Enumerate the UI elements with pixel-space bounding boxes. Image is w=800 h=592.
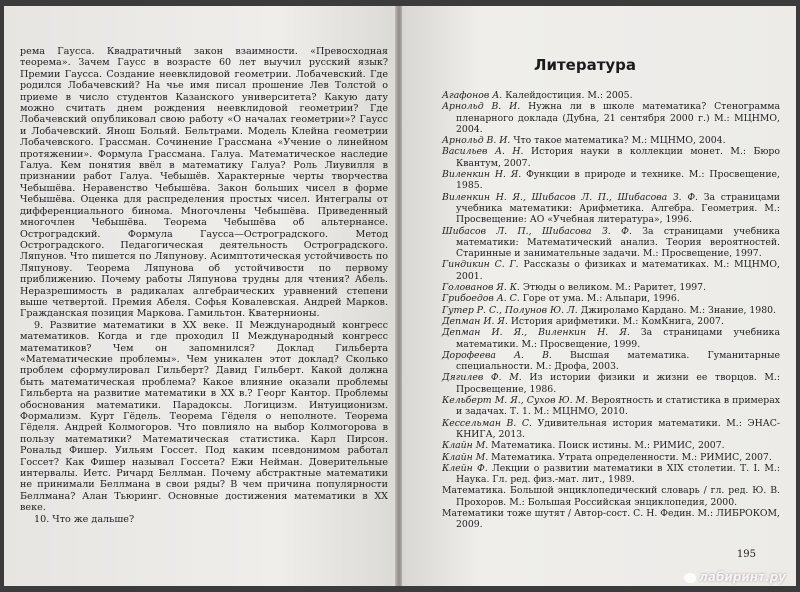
reference-item (442, 101, 780, 135)
reference-text: Из истории физики и жизни ее творцов. М.: Просвещение, 1986. (456, 372, 780, 395)
reference-author: Кессельман В. С. (442, 417, 532, 429)
reference-author: Депман И. Я. (442, 315, 508, 327)
reference-text: Математика. Поиск истины. М.: РИМИС, 2007. (491, 440, 725, 452)
reference-text: Математики тоже шутят / Автор-сост. С. Н. Федин. М.: ЛИБРОКОМ, 2009. (442, 507, 780, 531)
right-page (402, 6, 796, 586)
reference-text: Джироламо Кардано. М.: Знание, 1980. (580, 304, 776, 316)
reference-item (442, 395, 780, 418)
reference-author: Арнольд В. И. (442, 101, 521, 113)
reference-text: История науки в коллекции монет. М.: Бюро Квантум, 2007. (456, 146, 780, 169)
reference-author: Клайн М. (442, 451, 489, 463)
reference-item (442, 418, 780, 441)
reference-author: Грибоедов А. С. (442, 293, 520, 305)
reference-text: История арифметики. М.: КомКнига, 2007. (510, 315, 724, 327)
reference-text: Что такое математика? М.: МЦНМО, 2004. (513, 135, 726, 147)
reference-author: Виленкин Н. Я., Шибасов Л. П., Шибасова З. Ф. (442, 191, 699, 203)
reference-text: Горе от ума. М.: Альпари, 1996. (522, 293, 680, 305)
reference-author: Клейн Ф. (442, 462, 488, 474)
reference-author: Шибасов Л. П., Шибасова З. Ф. (442, 225, 632, 237)
watermark (684, 570, 786, 584)
reference-item (442, 135, 780, 146)
reference-author: Кельберт М. Я., Сухов Ю. М. (442, 395, 589, 407)
reference-item (442, 316, 780, 327)
reference-author: Арнольд В. И. (442, 135, 511, 147)
reference-author: Клайн М. (442, 440, 489, 452)
reference-text: За страницами учебника математики: Арифметика. Алгебра. Геометрия. М.: Просвещение: АО «Учебная литература», 1996. (456, 191, 780, 226)
paragraph: 10. Что же дальше? (34, 513, 135, 525)
reference-item (442, 226, 780, 260)
reference-item (442, 282, 780, 293)
reference-author: Виленкин Н. Я. (442, 169, 522, 181)
reference-text: За страницами учебника математики. М.: Просвещение, 1999. (456, 327, 780, 350)
page-heading: Литература (534, 56, 637, 74)
reference-author: Агафонов А. (442, 90, 503, 101)
reference-author: Депман И. Я., Виленкин Н. Я. (442, 327, 630, 339)
reference-text: Функции в природе и технике. М.: Просвещение, 1985. (456, 169, 780, 192)
reference-item (442, 508, 780, 531)
reference-item (442, 327, 780, 350)
reference-item (442, 169, 780, 192)
reference-item (442, 146, 780, 169)
bird-logo-icon (684, 573, 696, 583)
reference-item (442, 350, 780, 373)
reference-item (442, 305, 780, 316)
reference-text: Высшая математика. Гуманитарные специальности. М.: Дрофа, 2003. (456, 349, 780, 373)
reference-item (442, 452, 780, 463)
reference-item (442, 440, 780, 451)
reference-author: Гутер Р. С., Полунов Ю. Л. (442, 304, 578, 316)
reference-list (428, 90, 780, 531)
reference-text: Математика. Утрата определенности. М.: РИМИС, 2007. (491, 451, 772, 463)
reference-item (442, 192, 780, 226)
reference-author: Дягилев Ф. М. (442, 372, 522, 384)
reference-author: Голованов Я. К. (442, 282, 520, 294)
reference-author: Дорофеева А. В. (442, 349, 552, 361)
reference-item (442, 90, 780, 101)
reference-text: Этюды о великом. М.: Раритет, 1997. (522, 282, 707, 294)
reference-text: Математика. Большой энциклопедический словарь / гл. ред. Ю. В. Прохоров. М.: Большая Российская энциклопедия, 2000. (442, 485, 780, 508)
paragraph: 9. Развитие математики в XX веке. II Международный конгресс математиков. Когда и где проходил II Международный конгресс математиков? Чем он запомнился? Доклад Гильберта «Математические проблемы». Чем уникален этот доклад? Сколько проблем сформулировал Гильберт? Давид Гильберт. Какой должна быть математическая проблема? Какое влияние оказали проблемы Гильберта на развитие математики в XX в.? Георг Кантор. Проблемы обоснования математики. Парадоксы. Логицизм. Интуиционизм. Формализм. Курт Гёдель. Теорема Гёделя о неполноте. Теорема Гёделя. Андрей Колмогоров. Что повлияло на выбор Колмогорова в пользу математики? Математическая статистика. Карл Пирсон. Рональд Фишер. Уильям Госсет. Под каким псевдонимом работал Госсет? Как Фишер называл Госсета? Ежи Нейман. Доверительные интервалы. Иетс. Ричард Беллман. Почему абстрактные математики не принимали Беллмана в свои ряды? В чем причина популярности Беллмана? Алан Тьюринг. Основные достижения математики в XX веке. (20, 319, 388, 514)
reference-item (442, 293, 780, 304)
page-number: 195 (736, 549, 756, 560)
paragraph: рема Гаусса. Квадратичный закон взаимности. «Превосходная теорема». Зачем Гаусс в возрасте 60 лет выучил русский язык? Премии Гаусса. Создание неевклидовой геометрии. Лобачевский. Где родился Лобачевский? На чье имя писал прошение Лев Толстой о приеме в число студентов Казанского университета? Какую дату можно считать днем рождения неевклидовой геометрии? Где Лобачевский опубликовал свою работу «О началах геометрии»? Гаусс и Лобачевский. Янош Больяй. Бельтрами. Модель Клейна геометрии Лобачевского. Грассман. Сочинение Грассмана «Учение о линейном протяжении». Формула Грассмана. Галуа. Математическое наследие Галуа. Кем понятия ввёл в математику Галуа? Роль Лиувилля в признании работ Галуа. Чебышёв. Характерные черты творчества Чебышёва. Неравенство Чебышёва. Закон больших чисел в форме Чебышёва. Оценка для распределения простых чисел. Интегралы от дифференциального бинома. Многочлены Чебышёва. Приведенный многочлен Чебышёва. Теорема Чебышёва об альтернансе. Остроградский. Формула Гаусса—Остроградского. Метод Остроградского. Педагогическая деятельность Остроградского. Ляпунов. Что пишется по Ляпунову. Асимптотическая устойчивость по Ляпунову. Теорема Ляпунова об устойчивости по первому приближению. Почему работы Ляпунова трудны для чтения? Абель. Неразрешимость в радикалах алгебраических уравнений степени выше четвертой. Премия Абеля. Софья Ковалевская. Андрей Марков. Гражданская позиция Маркова. Гамильтон. Кватернионы. (20, 46, 388, 320)
reference-author: Гиндикин С. Г. (442, 259, 519, 271)
reference-text: Вероятность и статистика в примерах и задачах. Т. 1. М.: МЦНМО, 2010. (456, 395, 780, 418)
reference-author: Васильев А. Н. (442, 146, 524, 158)
reference-text: Удивительная история математики. М.: ЭНАС-КНИГА, 2013. (456, 417, 780, 440)
reference-text: Калейдостиция. М.: 2005. (505, 90, 633, 101)
reference-item (442, 463, 780, 486)
left-page-text (20, 46, 388, 525)
reference-item (442, 485, 780, 508)
reference-text: Рассказы о физиках и математиках. М.: МЦНМО, 2001. (456, 259, 780, 282)
reference-text: Нужна ли в школе математика? Стенограмма пленарного доклада (Дубна, 21 сентября 2000 г.) М.: МЦНМО, 2004. (456, 101, 780, 135)
reference-item (442, 259, 780, 282)
reference-text: За страницами учебника математики: Математический анализ. Теория вероятностей. Старинные и занимательные задачи. М.: Просвещение, 1997. (456, 225, 780, 260)
watermark-text: лабиринт.ру (699, 570, 786, 584)
left-page (4, 6, 396, 586)
reference-text: Лекции о развитии математики в XIX столетии. Т. I. М.: Наука. Гл. ред. физ.-мат. лит., 1989. (456, 462, 780, 486)
reference-item (442, 372, 780, 395)
